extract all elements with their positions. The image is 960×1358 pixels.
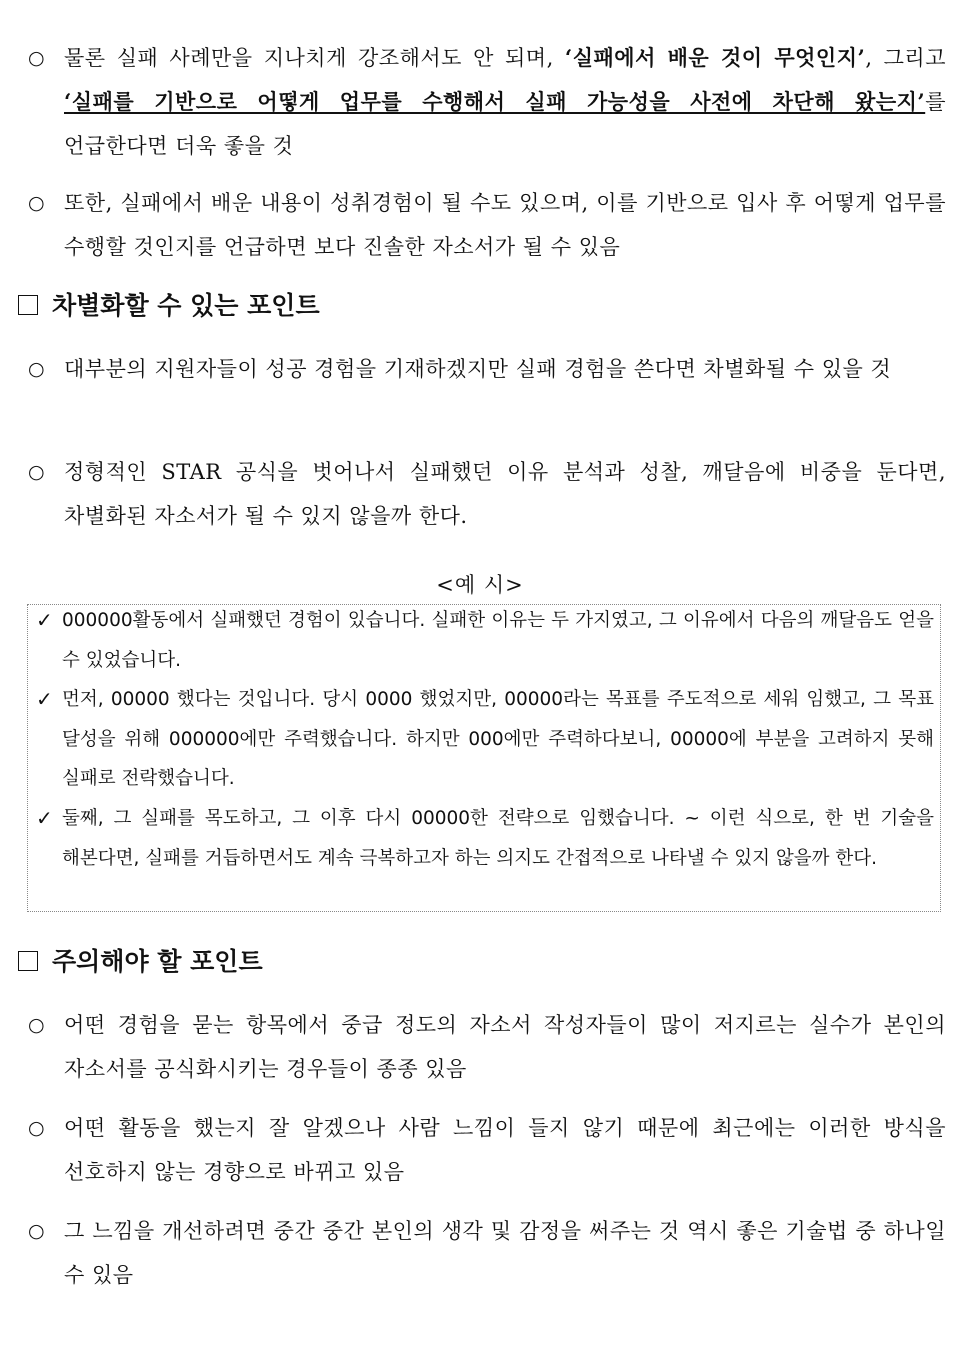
circle-bullet-icon: ○ [28,1117,45,1139]
bullet-text: 정형적인 STAR 공식을 벗어나서 실패했던 이유 분석과 성찰, 깨달음에 비중을 둔다면, 차별화된 자소서가 될 수 있지 않을까 한다. [64,460,946,528]
text-span: 물론 실패 사례만을 지나치게 강조해서도 안 되며, [64,46,565,70]
section-heading-caution [18,946,263,978]
bullet-text: 대부분의 지원자들이 성공 경험을 기재하겠지만 실패 경험을 쓴다면 차별화될 수 있을 것 [64,357,892,381]
bullet-differentiation-1 [28,347,946,391]
example-box [27,604,941,912]
example-text: 000000활동에서 실패했던 경험이 있습니다. 실패한 이유는 두 가지였고, 그 이유에서 다음의 깨달음도 얻을 수 있었습니다. [62,610,934,671]
heading-text: 차별화할 수 있는 포인트 [52,291,320,320]
bullet-differentiation-2 [28,450,946,538]
example-item [36,799,934,878]
text-span: , 그리고 [865,46,946,70]
example-title: <예 시> [436,573,524,597]
circle-bullet-icon: ○ [28,1014,45,1036]
bullet-text: 어떤 활동을 했는지 잘 알겠으나 사람 느낌이 들지 않기 때문에 최근에는 이러한 방식을 선호하지 않는 경향으로 바뀌고 있음 [64,1116,946,1184]
checkmark-icon: ✓ [36,608,53,632]
bullet-text: 그 느낌을 개선하려면 중간 중간 본인의 생각 및 감정을 써주는 것 역시 좋은 기술법 중 하나일 수 있음 [64,1219,946,1287]
example-item [36,601,934,680]
bullet-text: 또한, 실패에서 배운 내용이 성취경험이 될 수도 있으며, 이를 기반으로 입사 후 어떻게 업무를 수행할 것인지를 언급하면 보다 진솔한 자소서가 될 수 있음 [64,191,946,259]
circle-bullet-icon: ○ [28,461,45,483]
circle-bullet-icon: ○ [28,358,45,380]
checkmark-icon: ✓ [36,806,53,830]
bullet-caution-3 [28,1209,946,1297]
bold-phrase: ‘실패에서 배운 것이 무엇인지’ [564,45,866,70]
bullet-text [64,36,946,168]
circle-bullet-icon: ○ [28,47,45,69]
bullet-caution-1 [28,1003,946,1091]
example-text: 둘째, 그 실패를 목도하고, 그 이후 다시 00000한 전략으로 임했습니다. ~ 이런 식으로, 한 번 기술을 해본다면, 실패를 거듭하면서도 계속 극복하고자 하는 의지도 간접적으로 나타낼 수 있지 않을까 한다. [62,808,934,869]
section-heading-differentiation [18,290,320,322]
bullet-caution-2 [28,1106,946,1194]
heading-text: 주의해야 할 포인트 [52,947,263,976]
circle-bullet-icon: ○ [28,192,45,214]
square-bullet-icon [18,951,38,971]
example-item [36,680,934,799]
bullet-text: 어떤 경험을 묻는 항목에서 중급 정도의 자소서 작성자들이 많이 저지르는 실수가 본인의 자소서를 공식화시키는 경우들이 종종 있음 [64,1013,946,1081]
bold-underlined-phrase: ‘실패를 기반으로 어떻게 업무를 수행해서 실패 가능성을 사전에 차단해 왔는지’ [64,89,926,114]
example-text: 먼저, 00000 했다는 것입니다. 당시 0000 했었지만, 00000라는 목표를 주도적으로 세워 임했고, 그 목표 달성을 위해 000000에만 주력했습니다. 하지만 000에만 주력하다보니, 00000에 부분을 고려하지 못해 실패로 전락했습니다. [62,689,934,789]
circle-bullet-icon: ○ [28,1220,45,1242]
square-bullet-icon [18,295,38,315]
text-span: 를 언급한다면 더욱 좋을 것 [64,90,946,158]
bullet-achievement [28,181,946,269]
checkmark-icon: ✓ [36,687,53,711]
bullet-failure-lessons [28,36,946,168]
